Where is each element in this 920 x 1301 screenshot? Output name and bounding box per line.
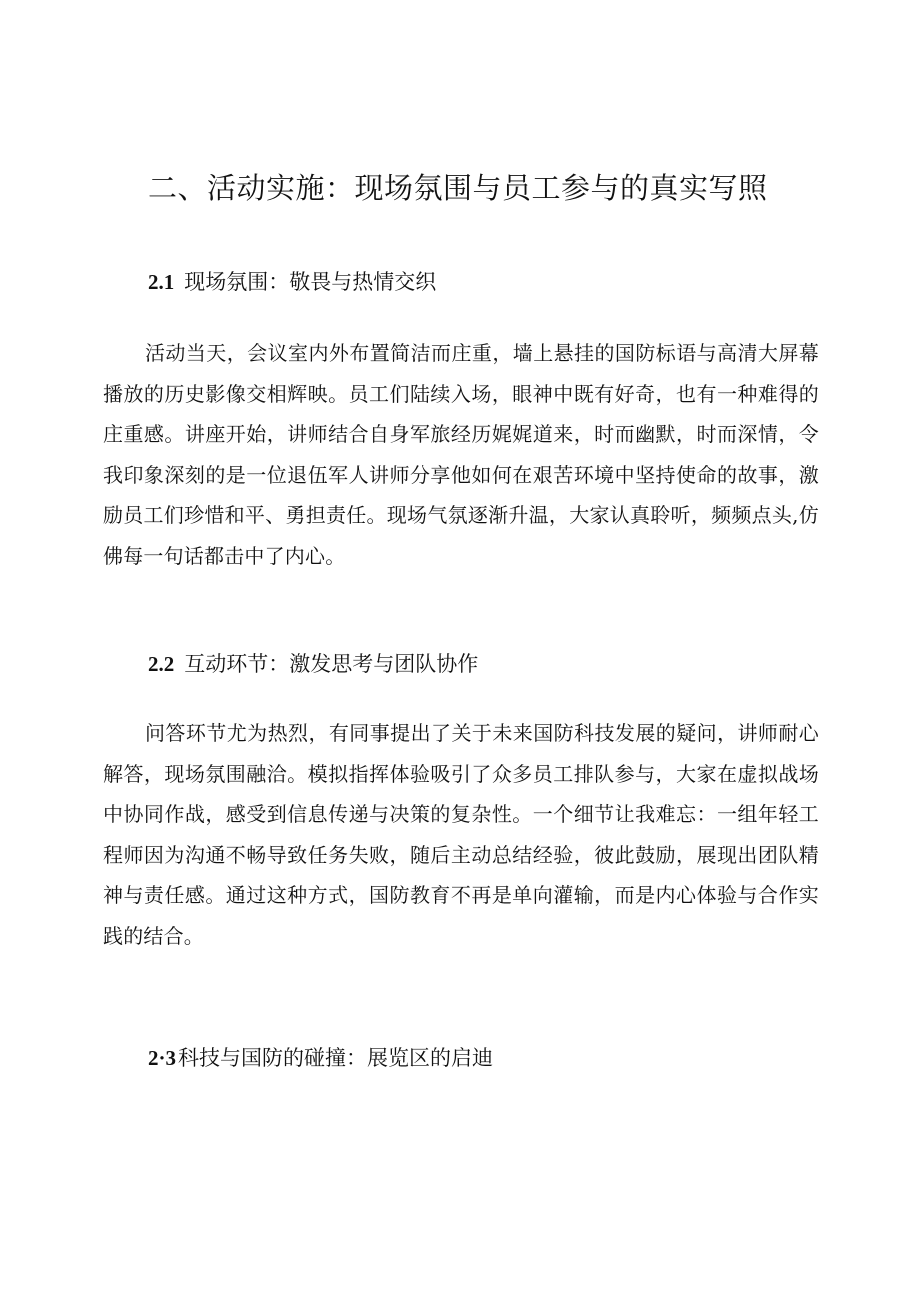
section-number: 2.2 <box>148 652 175 676</box>
section-title: 科技与国防的碰撞：展览区的启迪 <box>178 1046 494 1070</box>
section-paragraph-2-2: 问答环节尤为热烈，有同事提出了关于未来国防科技发展的疑问，讲师耐心解答，现场氛围融洽。模拟指挥体验吸引了众多员工排队参与，大家在虚拟战场中协同作战，感受到信息传递与决策的复杂性。一个细节让我难忘：一组年轻工程师因为沟通不畅导致任务失败，随后主动总结经验，彼此鼓励，展现出团队精神与责任感。通过这种方式，国防教育不再是单向灌输，而是内心体验与合作实践的结合。 <box>103 721 819 948</box>
section-number: 2.1 <box>148 270 175 294</box>
section-paragraph-2-1: 活动当天，会议室内外布置简洁而庄重，墙上悬挂的国防标语与高清大屏幕播放的历史影像交相辉映。员工们陆续入场，眼神中既有好奇，也有一种难得的庄重感。讲座开始，讲师结合自身军旅经历娓娓道来，时而幽默，时而深情，令我印象深刻的是一位退伍军人讲师分享他如何在艰苦环境中坚持使命的故事，激励员工们珍惜和平、勇担责任。现场气氛逐渐升温，大家认真聆听，频频点头,仿佛每一句话都击中了内心。 <box>103 341 819 568</box>
chapter-title: 二、活动实施：现场氛围与员工参与的真实写照 <box>148 171 768 205</box>
section-title: 现场氛围：敬畏与热情交织 <box>184 270 437 294</box>
section-heading-2-3 <box>148 1042 493 1072</box>
section-number: 2·3 <box>148 1046 177 1070</box>
section-title: 互动环节：激发思考与团队协作 <box>184 652 479 676</box>
section-heading-2-2 <box>148 648 478 678</box>
section-heading-2-1 <box>148 266 436 296</box>
